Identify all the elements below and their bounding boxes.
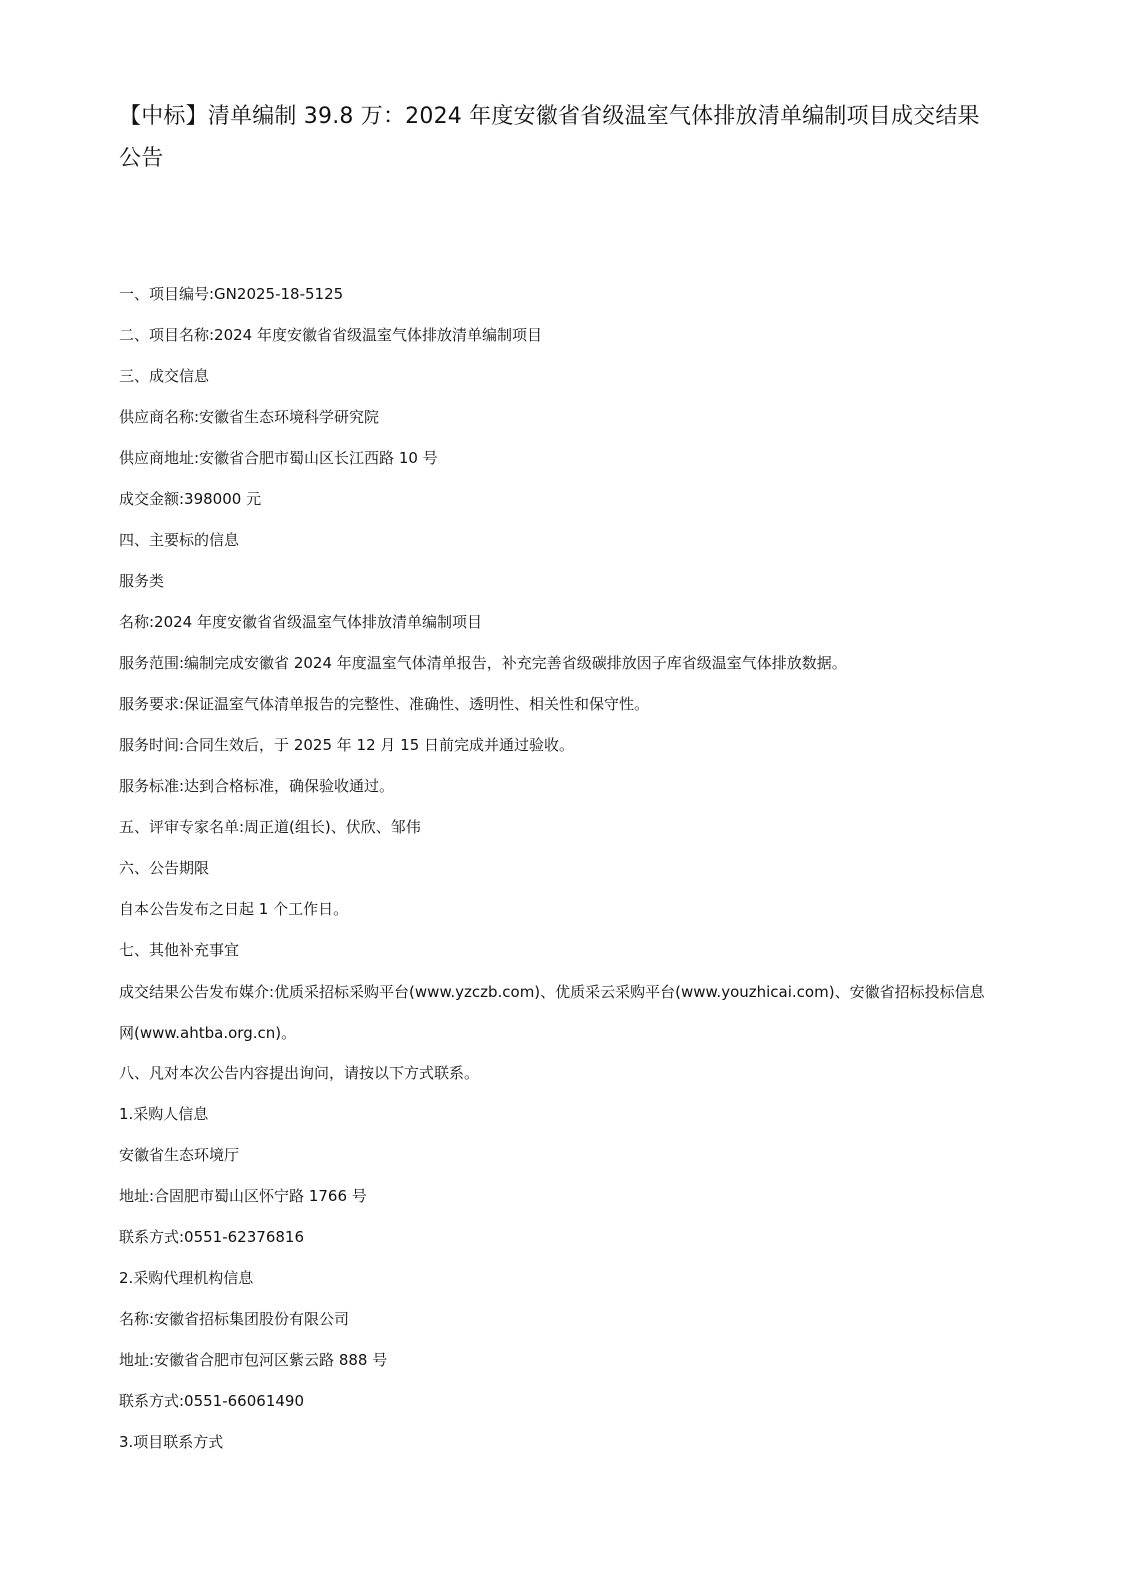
purchaser-info-heading: 1.采购人信息	[119, 1105, 209, 1123]
supplier-name: 供应商名称:安徽省生态环境科学研究院	[119, 408, 380, 426]
service-requirements: 服务要求:保证温室气体清单报告的完整性、准确性、透明性、相关性和保守性。	[119, 695, 650, 713]
purchaser-phone: 联系方式:0551-62376816	[119, 1228, 304, 1246]
publication-media: 成交结果公告发布媒介:优质采招标采购平台(www.yzczb.com)、优质采云采购平台(www.youzhicai.com)、安徽省招标投标信息网(www.ahtba.org.cn)。	[119, 983, 985, 1042]
purchaser-name: 安徽省生态环境厅	[119, 1146, 240, 1164]
section-notice-period-heading: 六、公告期限	[119, 859, 210, 877]
document-title: 【中标】清单编制 39.8 万：2024 年度安徽省省级温室气体排放清单编制项目成交结果公告	[119, 104, 980, 171]
section-main-subject-heading: 四、主要标的信息	[119, 531, 240, 549]
purchaser-address: 地址:合固肥市蜀山区怀宁路 1766 号	[119, 1187, 367, 1205]
agency-info-heading: 2.采购代理机构信息	[119, 1269, 254, 1287]
service-time: 服务时间:合同生效后，于 2025 年 12 月 15 日前完成并通过验收。	[119, 736, 575, 754]
service-category: 服务类	[119, 572, 165, 590]
section-other-matters-heading: 七、其他补充事宜	[119, 941, 240, 959]
service-standard: 服务标准:达到合格标准，确保验收通过。	[119, 777, 395, 795]
project-number: 一、项目编号:GN2025-18-5125	[119, 285, 344, 303]
project-contact-heading: 3.项目联系方式	[119, 1433, 224, 1451]
section-deal-info-heading: 三、成交信息	[119, 367, 210, 385]
section-contact-heading: 八、凡对本次公告内容提出询问，请按以下方式联系。	[119, 1064, 480, 1082]
review-experts: 五、评审专家名单:周正道(组长)、伏欣、邹伟	[119, 818, 421, 836]
deal-amount: 成交金额:398000 元	[119, 490, 262, 508]
supplier-address: 供应商地址:安徽省合肥市蜀山区长江西路 10 号	[119, 449, 438, 467]
notice-period: 自本公告发布之日起 1 个工作日。	[119, 900, 349, 918]
subject-name: 名称:2024 年度安徽省省级温室气体排放清单编制项目	[119, 613, 482, 631]
agency-name: 名称:安徽省招标集团股份有限公司	[119, 1310, 350, 1328]
service-scope: 服务范围:编制完成安徽省 2024 年度温室气体清单报告，补充完善省级碳排放因子库省级温室气体排放数据。	[119, 654, 847, 672]
project-name: 二、项目名称:2024 年度安徽省省级温室气体排放清单编制项目	[119, 326, 542, 344]
agency-phone: 联系方式:0551-66061490	[119, 1392, 304, 1410]
agency-address: 地址:安徽省合肥市包河区紫云路 888 号	[119, 1351, 388, 1369]
